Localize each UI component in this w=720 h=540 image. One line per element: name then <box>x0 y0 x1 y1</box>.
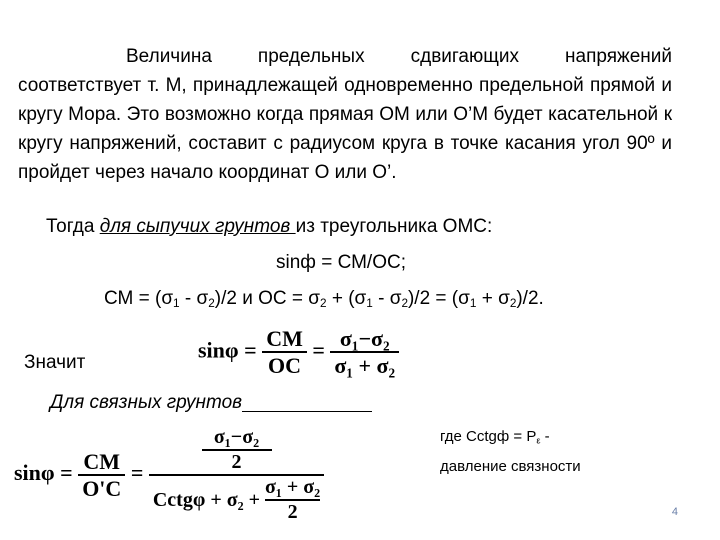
intro-text: Величина предельных сдвигающих напряжений соответствует т. М, принадлежащей одновременно предельной прямой и кругу Мора. Это возможно когда прямая ОМ или О’М будет касательной к кругу напряжений, составит с радиусом круга в точке касания угол 90º и пройдет через начало координат О или О’. <box>18 46 672 183</box>
formula1-frac1: $\frac{CM}{OC}$ <box>262 326 307 379</box>
cohesion-note-1: где Cctgф = $Р_\varepsilon$ - <box>440 428 550 446</box>
then-underlined: для сыпучих грунтов <box>99 216 296 237</box>
then-line <box>46 216 492 238</box>
intro-paragraph <box>18 42 672 187</box>
cohesion-note-2: давление связности <box>440 458 581 475</box>
sin-line: sinф = СМ/ОС; <box>276 252 406 273</box>
then-prefix: Тогда <box>46 216 100 237</box>
formula2-frac2: σ₁−σ₂ 2 Cctgφ + σ₂ + σ₁ + σ₂ 2 <box>149 426 324 524</box>
formula1-lhs: sinφ = <box>198 337 257 363</box>
formula-cohesive: sinφ = $\frac{CM}{O'C}$ = σ₁−σ₂ 2 Cctgφ + σ₂ + σ₁ + σ₂ 2 <box>14 426 324 524</box>
page-number: 4 <box>671 506 678 518</box>
cohesive-label: Для связных грунтов <box>50 392 372 414</box>
then-suffix: из треугольника ОМС: <box>295 216 493 237</box>
formula2-frac1: $\frac{CM}{O'C}$ <box>78 449 125 502</box>
formula-cohesionless: sinφ = $\frac{CM}{OC}$ = $\frac{\text{σ₁−σ₂}}{\text{σ₁ + σ₂}}$ <box>198 326 399 379</box>
znachit-label: Значит <box>24 352 86 373</box>
formula1-frac2: $\frac{\text{σ₁−σ₂}}{\text{σ₁ + σ₂}}$ <box>330 326 399 379</box>
cm-line: СМ = $(\sigma_1 - \sigma_2)/2$ и ОС = $\sigma_2 + (\sigma_1 - \sigma_2)/2 = (\sigma_1 + \sigma_2)/2$. <box>104 288 544 310</box>
formula2-lhs: sinφ = <box>14 460 73 486</box>
